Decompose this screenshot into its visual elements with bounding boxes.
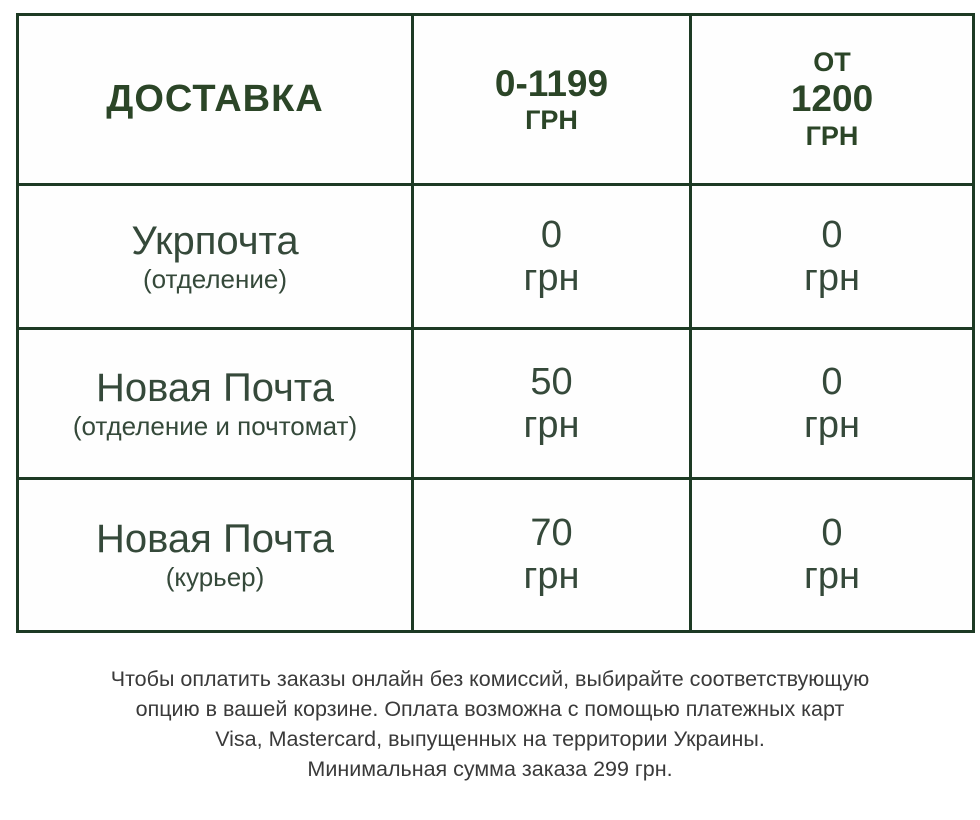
table-row-ukrposhta: [18, 185, 974, 329]
price-unit: грн: [523, 555, 580, 597]
price-cell-high: [691, 479, 974, 632]
low-range-unit: ГРН: [525, 105, 578, 136]
service-name: Укрпочта: [131, 218, 299, 263]
payment-info-line: Минимальная сумма заказа 299 грн.: [307, 757, 673, 781]
table-title: ДОСТАВКА: [106, 78, 324, 120]
service-cell: [18, 185, 413, 329]
service-note: (отделение): [143, 263, 287, 294]
high-range-unit: ГРН: [805, 120, 859, 151]
table-header-row: [18, 15, 974, 185]
header-cell-low-range: [413, 15, 691, 185]
high-range-prefix: ОТ: [813, 47, 851, 78]
price-cell-low: [413, 185, 691, 329]
price-value: 0: [821, 512, 843, 555]
price-value: 0: [821, 360, 843, 403]
service-note: (курьер): [165, 562, 265, 593]
payment-info-line: Чтобы оплатить заказы онлайн без комиссий, выбирайте соответствующую: [110, 667, 870, 691]
price-value: 0: [821, 213, 843, 256]
service-name: Новая Почта: [95, 517, 335, 562]
payment-info-line: опцию в вашей корзине. Оплата возможна с помощью платежных карт: [135, 697, 845, 721]
price-unit: грн: [804, 403, 860, 446]
price-unit: грн: [523, 403, 580, 446]
table-row-novaya-pochta-courier: [18, 479, 974, 632]
payment-info-text: [0, 664, 980, 784]
price-value: 70: [530, 512, 573, 555]
price-cell-low: [413, 479, 691, 632]
price-cell-high: [691, 185, 974, 329]
service-cell: [18, 329, 413, 479]
payment-info-line: Visa, Mastercard, выпущенных на территории Украины.: [215, 727, 765, 751]
table-row-novaya-pochta-branch: [18, 329, 974, 479]
header-cell-high-range: [691, 15, 974, 185]
service-name: Новая Почта: [95, 365, 335, 410]
price-unit: грн: [804, 555, 860, 597]
price-value: 0: [540, 213, 563, 256]
delivery-pricing-table: [16, 13, 975, 633]
price-cell-high: [691, 329, 974, 479]
low-range-value: 0-1199: [494, 62, 609, 104]
header-cell-delivery: [18, 15, 413, 185]
service-cell: [18, 479, 413, 632]
service-note: (отделение и почтомат): [72, 410, 358, 441]
price-cell-low: [413, 329, 691, 479]
price-unit: грн: [804, 256, 860, 299]
price-value: 50: [530, 360, 573, 403]
price-unit: грн: [523, 256, 580, 299]
high-range-value: 1200: [790, 78, 874, 120]
